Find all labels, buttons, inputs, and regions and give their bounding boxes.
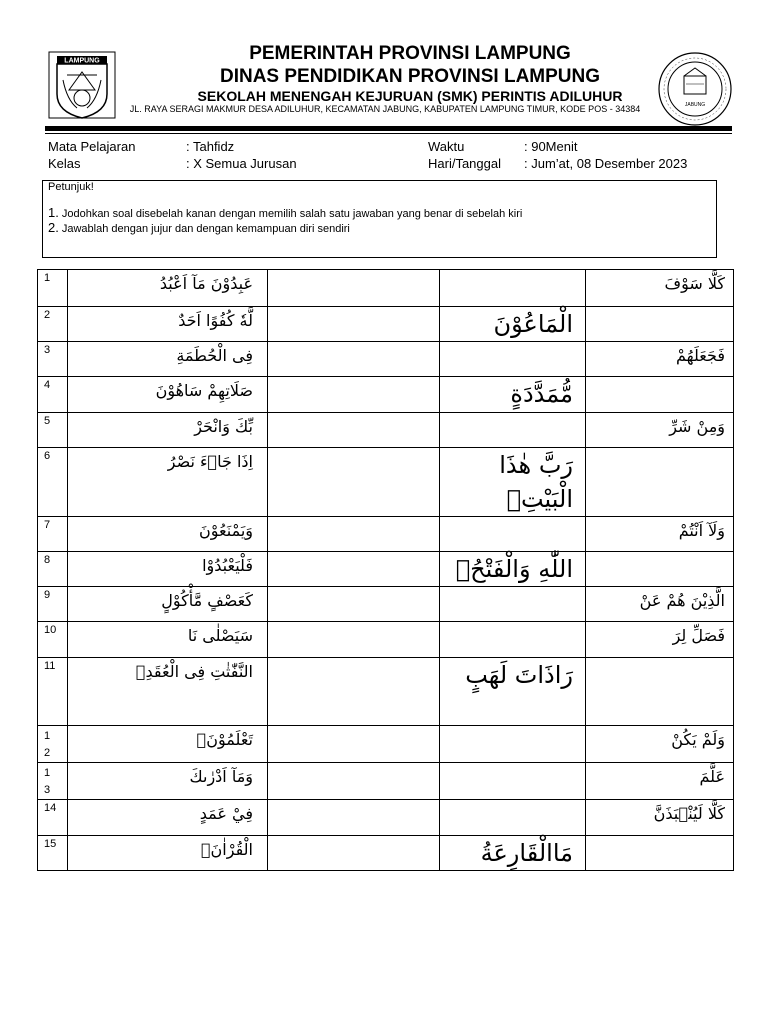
question-right-text: فَصَلِّ لِرَ (586, 622, 734, 658)
question-left-text: عَبِدُوْنَ مَآ اَعْبُدُ (68, 270, 268, 307)
question-right-text (586, 448, 734, 517)
question-number: 15 (38, 836, 68, 871)
question-number: 2 (38, 307, 68, 342)
question-row (38, 307, 734, 342)
kelas-label: Kelas (48, 156, 81, 171)
question-number: 9 (38, 587, 68, 622)
question-row (38, 552, 734, 587)
logo-right-text: JABUNG (684, 102, 706, 108)
answer-blank[interactable] (268, 726, 440, 763)
question-mid-text: رَبَّ هٰذَا الْبَيْتِۙ (440, 448, 586, 517)
question-left-text: اِذَا جَاۤءَ نَصْرُ (68, 448, 268, 517)
question-row (38, 377, 734, 413)
question-row (38, 342, 734, 377)
answer-blank[interactable] (268, 342, 440, 377)
question-row (38, 587, 734, 622)
question-mid-text (440, 622, 586, 658)
instruction-number: 2. (48, 220, 59, 235)
question-number: 6 (38, 448, 68, 517)
answer-blank[interactable] (268, 377, 440, 413)
question-row (38, 726, 734, 763)
question-row (38, 622, 734, 658)
question-left-text: فَلْيَعْبُدُوْا (68, 552, 268, 587)
question-mid-text (440, 800, 586, 836)
question-left-text: وَمَآ اَدْرٰىكَ (68, 763, 268, 800)
question-mid-text: مُّمَدَّدَةٍ (440, 377, 586, 413)
header-rule-thin (45, 133, 732, 134)
question-mid-text (440, 517, 586, 552)
answer-blank[interactable] (268, 552, 440, 587)
question-number: 14 (38, 800, 68, 836)
question-row (38, 448, 734, 517)
question-right-text: كَلَّا لَيُنْۢبَذَنَّ (586, 800, 734, 836)
instructions-box (42, 180, 717, 258)
matching-table (37, 269, 734, 871)
hari-value: : Jum’at, 08 Desember 2023 (524, 156, 688, 171)
question-row (38, 800, 734, 836)
kop-line-2: DINAS PENDIDIKAN PROVINSI LAMPUNG (219, 66, 601, 87)
question-number: 7 (38, 517, 68, 552)
question-right-text (586, 836, 734, 871)
question-mid-text (440, 342, 586, 377)
question-left-text: الْقُرْاٰنَۗ (68, 836, 268, 871)
answer-blank[interactable] (268, 448, 440, 517)
waktu-value: : 90Menit (524, 139, 578, 154)
instruction-item (48, 220, 350, 235)
answer-blank[interactable] (268, 800, 440, 836)
question-row (38, 836, 734, 871)
question-mid-text (440, 270, 586, 307)
question-right-text: فَجَعَلَهُمْ (586, 342, 734, 377)
answer-blank[interactable] (268, 658, 440, 726)
question-mid-text: الْمَاعُوْنَ (440, 307, 586, 342)
answer-blank[interactable] (268, 763, 440, 800)
hari-label: Hari/Tanggal (428, 156, 501, 171)
question-right-text: وَمِنْ شَرِّ (586, 413, 734, 448)
question-left-text: لَّهٗ كُفُوًا اَحَدٌ (68, 307, 268, 342)
question-left-text: صَلَاتِهِمْ سَاهُوْنَ (68, 377, 268, 413)
instruction-text: Jawablah dengan jujur dan dengan kemampuan diri sendiri (61, 223, 350, 235)
question-number: 1 (38, 270, 68, 307)
question-left-text: سَيَصْلٰى نَا (68, 622, 268, 658)
question-number: 10 (38, 622, 68, 658)
question-right-text (586, 658, 734, 726)
answer-blank[interactable] (268, 587, 440, 622)
instruction-item (48, 205, 522, 220)
question-right-text (586, 377, 734, 413)
question-left-text: فِى الْحُطَمَةِ (68, 342, 268, 377)
question-mid-text (440, 726, 586, 763)
answer-blank[interactable] (268, 413, 440, 448)
question-mid-text: مَاالْقَارِعَةُ (440, 836, 586, 871)
question-row (38, 413, 734, 448)
answer-blank[interactable] (268, 517, 440, 552)
question-number: 8 (38, 552, 68, 587)
logo-left-text: LAMPUNG (64, 57, 100, 65)
answer-blank[interactable] (268, 307, 440, 342)
kop-line-3: SEKOLAH MENENGAH KEJURUAN (SMK) PERINTIS ADILUHUR (197, 88, 623, 104)
question-right-text: عَلَّمَ (586, 763, 734, 800)
question-number: 1 3 (38, 763, 68, 800)
question-right-text: الَّذِيْنَ هُمْ عَنْ (586, 587, 734, 622)
question-right-text: وَلَمْ يَكُنْ (586, 726, 734, 763)
question-row (38, 517, 734, 552)
question-number: 1 2 (38, 726, 68, 763)
instruction-number: 1. (48, 205, 59, 220)
header-rule-thick (45, 126, 732, 131)
waktu-label: Waktu (428, 139, 465, 154)
instruction-text: Jodohkan soal disebelah kanan dengan memilih salah satu jawaban yang benar di sebelah kiri (61, 208, 523, 220)
answer-blank[interactable] (268, 622, 440, 658)
school-seal-logo (656, 50, 734, 128)
question-right-text: كَلَّا سَوْفَ (586, 270, 734, 307)
question-left-text: النَّفّٰثٰتِ فِى الْعُقَدِۙ (68, 658, 268, 726)
question-number: 11 (38, 658, 68, 726)
question-left-text: تَعْلَمُوْنَۙ (68, 726, 268, 763)
question-right-text (586, 552, 734, 587)
question-mid-text: رَاذَاتَ لَهَبٍ (440, 658, 586, 726)
answer-blank[interactable] (268, 836, 440, 871)
question-left-text: فِيْ عَمَدٍ (68, 800, 268, 836)
question-row (38, 658, 734, 726)
question-mid-text: اللّٰهِ وَالْفَتْحُۙ (440, 552, 586, 587)
mapel-label: Mata Pelajaran (48, 139, 136, 154)
question-left-text: بِّكَ وَانْحَرْ (68, 413, 268, 448)
kop-line-1: PEMERINTAH PROVINSI LAMPUNG (249, 43, 571, 64)
question-right-text (586, 307, 734, 342)
question-mid-text (440, 587, 586, 622)
question-number: 3 (38, 342, 68, 377)
question-number: 5 (38, 413, 68, 448)
kop-address: JL. RAYA SERAGI MAKMUR DESA ADILUHUR, KECAMATAN JABUNG, KABUPATEN LAMPUNG TIMUR, KODE POS - 34384 (129, 104, 641, 114)
question-mid-text (440, 763, 586, 800)
question-number: 4 (38, 377, 68, 413)
question-left-text: كَعَصْفٍ مَّأْكُوْلٍ (68, 587, 268, 622)
question-left-text: وَيَمْنَعُوْنَ (68, 517, 268, 552)
question-right-text: وَلَآ اَنْتُمْ (586, 517, 734, 552)
question-mid-text (440, 413, 586, 448)
instructions-title: Petunjuk! (48, 181, 94, 193)
mapel-value: : Tahfidz (186, 139, 235, 154)
question-row (38, 763, 734, 800)
kelas-value: : X Semua Jurusan (186, 156, 297, 171)
question-row (38, 270, 734, 307)
answer-blank[interactable] (268, 270, 440, 307)
